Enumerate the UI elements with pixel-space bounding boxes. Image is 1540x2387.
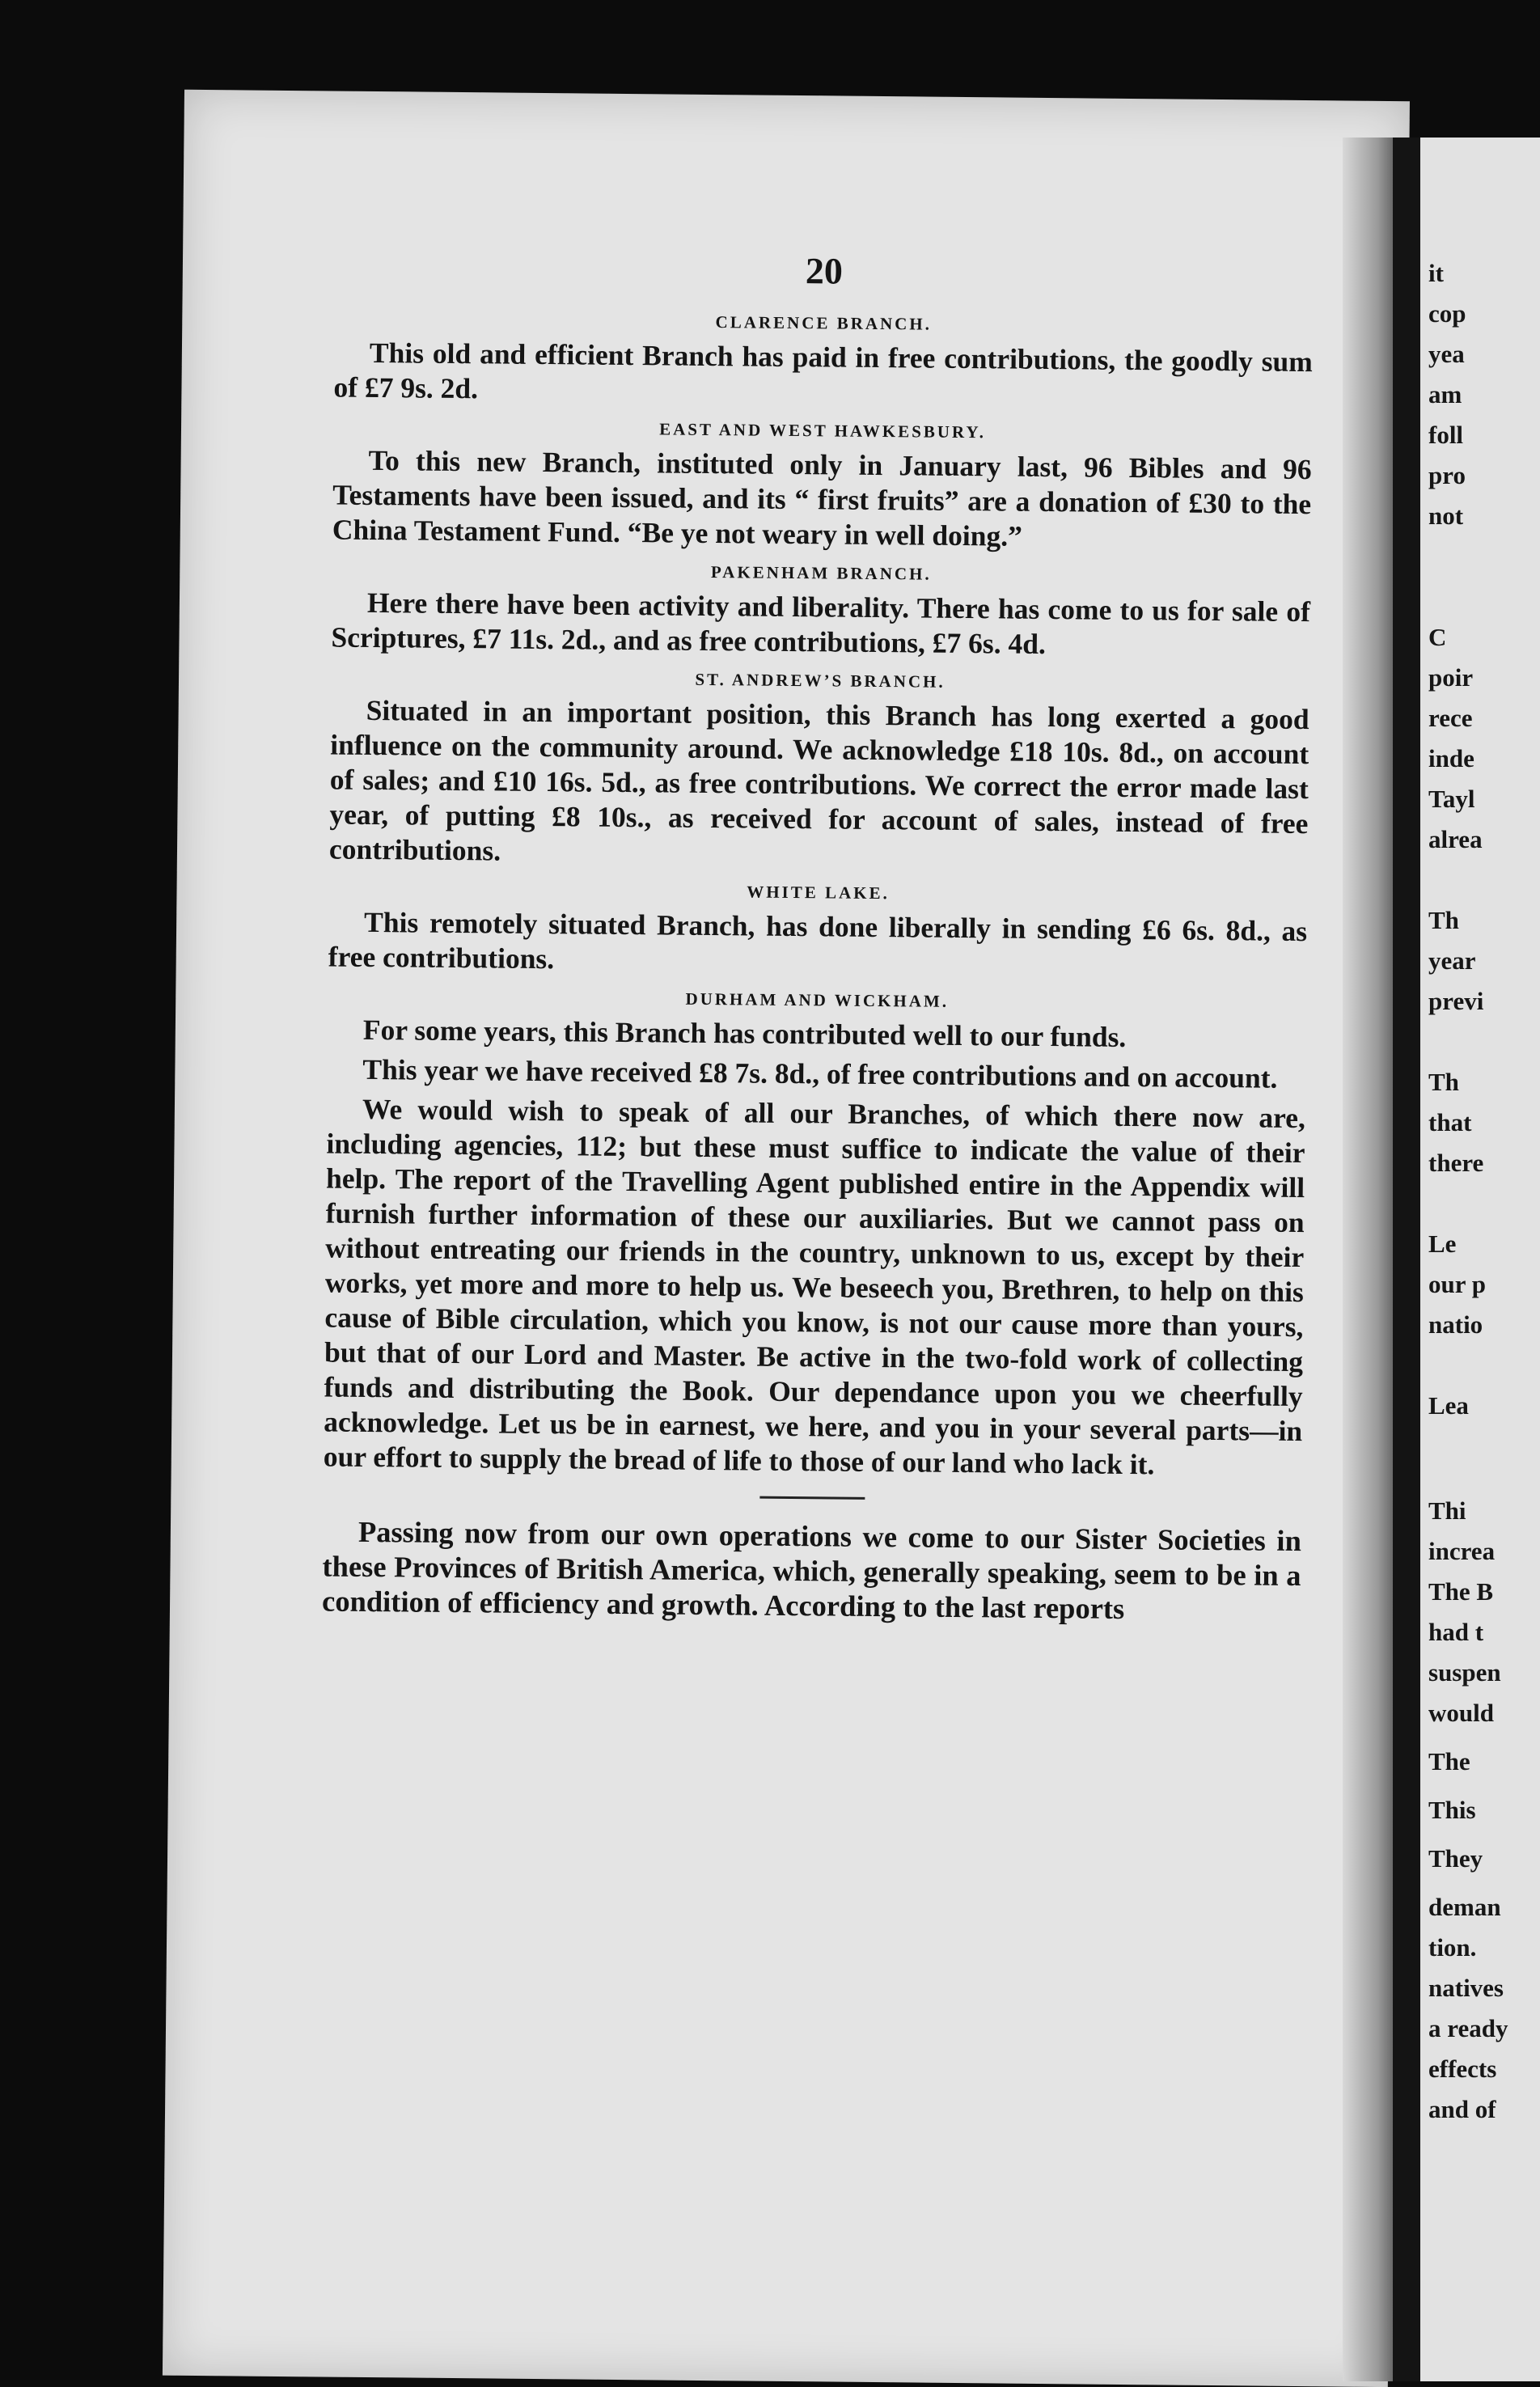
section-divider bbox=[759, 1496, 865, 1500]
next-page-word: Th bbox=[1428, 1068, 1459, 1096]
next-page-word: foll bbox=[1428, 421, 1464, 449]
section-heading: WHITE LAKE. bbox=[747, 882, 890, 904]
next-page-word: not bbox=[1428, 502, 1464, 530]
section-heading: PAKENHAM BRANCH. bbox=[710, 562, 932, 584]
next-page-word: year bbox=[1428, 946, 1476, 975]
next-page-word: inde bbox=[1428, 744, 1474, 772]
left-page bbox=[163, 90, 1410, 2387]
section-heading: CLARENCE BRANCH. bbox=[715, 312, 933, 334]
next-page-fragment bbox=[1420, 138, 1540, 2381]
section-heading: DURHAM AND WICKHAM. bbox=[685, 988, 950, 1011]
next-page-word: rece bbox=[1428, 704, 1473, 732]
next-page-word: it bbox=[1428, 259, 1444, 287]
next-page-word: Th bbox=[1428, 906, 1459, 934]
next-page-word: suspen bbox=[1428, 1658, 1501, 1687]
next-page-word: increa bbox=[1428, 1537, 1496, 1565]
next-page-word: Thi bbox=[1428, 1496, 1466, 1525]
paragraph: For some years, this Branch has contributed well to our funds. bbox=[362, 1013, 1127, 1053]
section-hawkesbury bbox=[332, 417, 1312, 557]
next-page-word: there bbox=[1428, 1149, 1484, 1177]
page-content bbox=[322, 245, 1314, 1633]
next-page-word: previ bbox=[1428, 987, 1484, 1015]
next-page-word: deman bbox=[1428, 1893, 1501, 1921]
next-page-word: alrea bbox=[1428, 825, 1483, 853]
next-page-word: natio bbox=[1428, 1310, 1483, 1339]
next-page-word: a ready bbox=[1428, 2014, 1508, 2042]
next-page-word: This bbox=[1428, 1796, 1476, 1824]
section-durham-wickham bbox=[324, 985, 1307, 1483]
next-page-word: would bbox=[1428, 1699, 1494, 1727]
next-page-word: C bbox=[1428, 623, 1447, 651]
paragraph: Here there have been activity and liberality. There has come to us for sale of Scriptures, £7 11s. 2d., and as free contributions, £7 6s. 4d. bbox=[331, 586, 1311, 660]
next-page-word: natives bbox=[1428, 1974, 1504, 2002]
section-white-lake bbox=[328, 878, 1308, 984]
next-page-word: pro bbox=[1428, 461, 1466, 489]
paragraph: Situated in an important position, this Branch has long exerted a good influence on the community around. We acknowledge £18 10s. 8d., on account of sales; and £10 16s. 5d., as free contributions. We correct the error made last year, of putting £8 10s., as received for account of sales, instead of free contributions. bbox=[328, 693, 1309, 867]
next-page-word: our p bbox=[1428, 1270, 1486, 1298]
page-edge bbox=[1343, 138, 1393, 2381]
next-page-word: poir bbox=[1428, 663, 1474, 692]
paragraph: To this new Branch, instituted only in January last, 96 Bibles and 96 Testaments have been issued, and its “ first fruits” are a donation of £30 to the China Testament Fund. “Be ye not weary in well doing.” bbox=[332, 443, 1312, 552]
next-page-word: Tayl bbox=[1428, 785, 1475, 813]
section-pakenham bbox=[331, 559, 1310, 665]
paragraph: This remotely situated Branch, has done liberally in sending £6 6s. 8d., as free contributions. bbox=[328, 905, 1308, 976]
next-page-word: Lea bbox=[1428, 1391, 1469, 1420]
page-number: 20 bbox=[805, 250, 844, 292]
section-clarence bbox=[333, 309, 1313, 415]
section-heading: ST. ANDREW’S BRANCH. bbox=[695, 669, 946, 692]
closing-paragraph: Passing now from our own operations we come to our Sister Societies in these Provinces of British America, which, generally speaking, seem to be in a condition of efficiency and growth. According to the last reports bbox=[321, 1514, 1302, 1625]
next-page-word: had t bbox=[1428, 1618, 1484, 1646]
next-page-word: They bbox=[1428, 1844, 1483, 1873]
next-page-word: The bbox=[1428, 1747, 1470, 1775]
next-page-word: yea bbox=[1428, 340, 1465, 368]
next-page-word: effects bbox=[1428, 2055, 1497, 2083]
section-heading: EAST AND WEST HAWKESBURY. bbox=[659, 419, 987, 442]
paragraph: This old and efficient Branch has paid in free contributions, the goodly sum of £7 9s. 2d. bbox=[333, 336, 1314, 405]
next-page-word: tion. bbox=[1428, 1933, 1477, 1962]
next-page-word: cop bbox=[1428, 299, 1466, 328]
next-page-word: Le bbox=[1428, 1229, 1457, 1258]
next-page-word: The B bbox=[1428, 1577, 1494, 1606]
paragraph: This year we have received £8 7s. 8d., of free contributions and on account. bbox=[362, 1052, 1278, 1094]
section-st-andrews bbox=[329, 667, 1309, 877]
paragraph: We would wish to speak of all our Branches, of which there now are, including agencies, 112; but these must suffice to indicate the value of their help. The report of the Travelling Agent published entire in the Appendix will furnish further information of these our auxiliaries. But we cannot pass on without entreating our friends in the country, unknown to us, except by their works, yet more and more to help us. We beseech you, Brethren, to help on this cause of Bible circulation, which you know, is not our cause more than yours, but that of our Lord and Master. Be active in the two-fold work of collecting funds and distributing the Book. Our dependance upon you we cheerfully acknowledge. Let us be in earnest, we here, and you in your several parts—in our effort to supply the bread of life to those of our land who lack it. bbox=[323, 1092, 1306, 1481]
next-page-word: that bbox=[1428, 1108, 1472, 1136]
book-gutter bbox=[1393, 138, 1420, 2381]
next-page-word: and of bbox=[1428, 2095, 1496, 2123]
next-page-word: am bbox=[1428, 380, 1462, 408]
